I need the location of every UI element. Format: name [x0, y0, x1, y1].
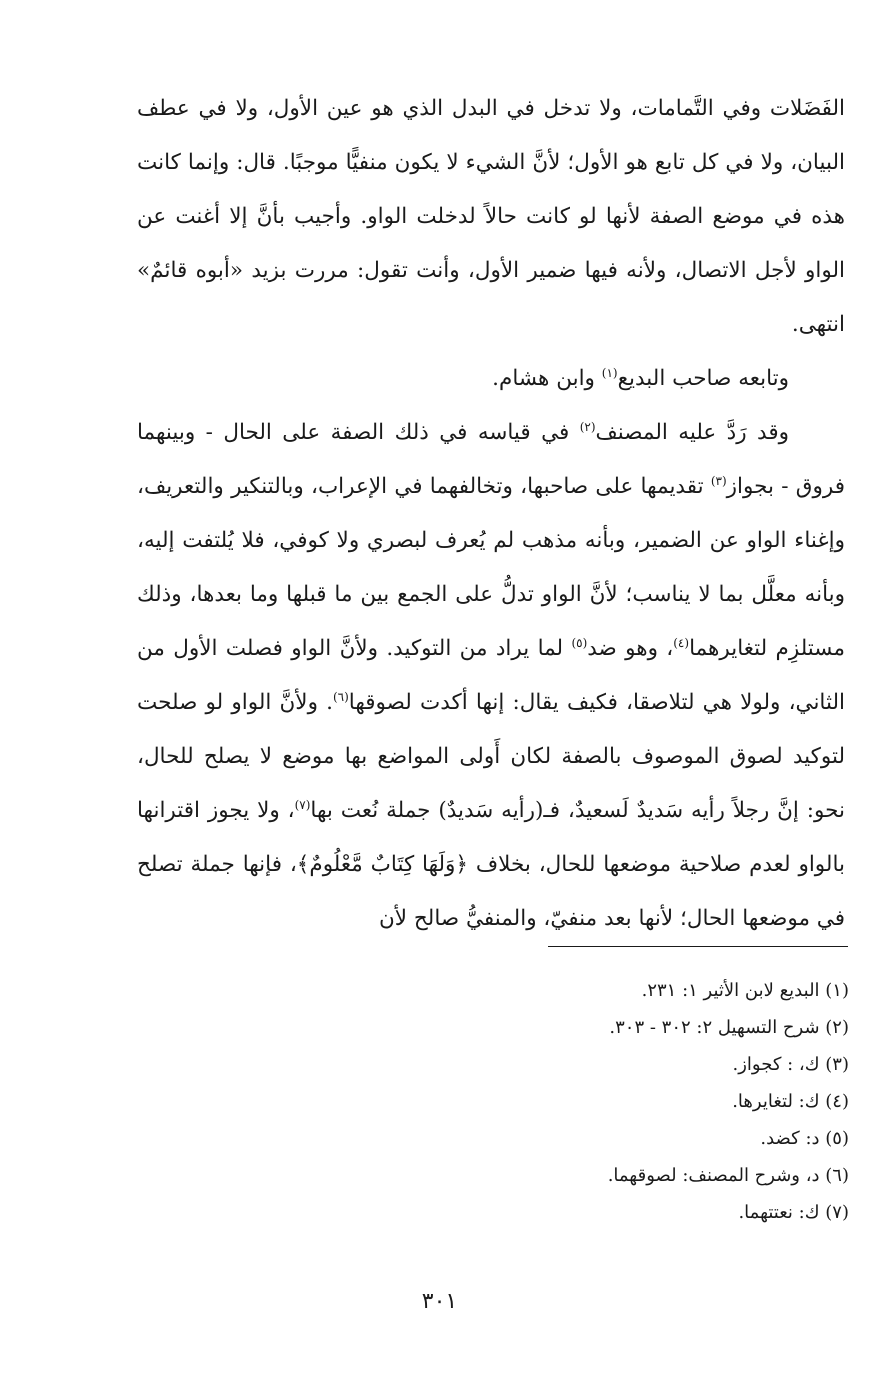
footnote-ref-5: (٥)	[571, 635, 588, 650]
footnote-ref-2: (٢)	[579, 419, 596, 434]
text-segment: . ولأنَّ الواو لو صلحت لتوكيد لصوق الموصوف بالصفة لكان أَولى المواضع بها موضع لا يصلح للحال، نحو: إنَّ رجلاً رأيه سَديدٌ لَسعيدٌ، فـ(رأيه سَديدٌ) جملة نُعت بها	[137, 690, 845, 823]
paragraph-1: الفَضَلات وفي التَّمامات، ولا تدخل في البدل الذي هو عين الأول، ولا في عطف البيان، ولا في كل تابع هو الأول؛ لأنَّ الشيء لا يكون منفيًّا موجبًا. قال: وإنما كانت هذه في موضع الصفة لأنها لو كانت حالاً لدخلت الواو. وأجيب بأنَّ إلا أغنت عن الواو لأجل الاتصال، ولأنه فيها ضمير الأول، وأنت تقول: مررت بزيد «أبوه قائمٌ» انتهى.	[137, 96, 845, 337]
text-segment: وتابعه صاحب البديع	[617, 366, 789, 391]
footnote-ref-7: (٧)	[294, 797, 311, 812]
text-segment: وابن هشام.	[492, 366, 602, 391]
text-segment: تقديمها على صاحبها، وتخالفهما في الإعراب، وبالتنكير والتعريف، وإغناء الواو عن الضمير، وبأنه مذهب لم يُعرف لبصري ولا كوفي، فلا يُلتفت إليه، وبأنه معلَّل بما لا يناسب؛ لأنَّ الواو تدلُّ على الجمع بين ما قبلها وما بعدها، وذلك مستلزِم لتغايرهما	[137, 474, 845, 661]
footnotes-list	[137, 972, 849, 1231]
text-segment: لما يراد من التوكيد. ولأنَّ الواو فصلت الأول من الثاني، ولولا هي لتلاصقا، فكيف يقال: إنها أكدت لصوقها	[137, 636, 845, 715]
footnote-ref-4: (٤)	[673, 635, 690, 650]
text-segment: في قياسه في ذلك الصفة على الحال - وبينهما فروق - بجواز	[137, 420, 845, 499]
footnote-ref-3: (٣)	[710, 473, 727, 488]
footnote-3: (٣) ك، : كجواز.	[732, 1054, 849, 1075]
footnote-4: (٤) ك: لتغايرها.	[732, 1091, 849, 1112]
text-segment: ، وهو ضد	[587, 636, 674, 661]
footnote-ref-6: (٦)	[332, 689, 349, 704]
text-segment: وقد رَدَّ عليه المصنف	[595, 420, 789, 445]
main-text	[137, 82, 845, 946]
paragraph-3	[137, 406, 845, 946]
text-segment: ، ولا يجوز اقترانها بالواو لعدم صلاحية موضعها للحال، بخلاف ﴿وَلَهَا كِتَابٌ مَّعْلُومٌ﴾، فإنها جملة تصلح في موضعها الحال؛ لأنها بعد منفيّ، والمنفيُّ صالح لأن	[137, 798, 845, 931]
footnote-7: (٧) ك: نعتتهما.	[738, 1202, 849, 1223]
footnote-6: (٦) د، وشرح المصنف: لصوقهما.	[607, 1165, 849, 1186]
footnote-5: (٥) د: كضد.	[760, 1128, 849, 1149]
page-number: ٣٠١	[421, 1289, 458, 1314]
footnote-1: (١) البديع لابن الأثير ١: ٢٣١.	[641, 980, 849, 1001]
footnote-ref-1: (١)	[601, 365, 618, 380]
footnote-separator	[548, 946, 848, 947]
footnote-2: (٢) شرح التسهيل ٢: ٣٠٢ - ٣٠٣.	[609, 1017, 849, 1038]
paragraph-2	[137, 352, 845, 406]
